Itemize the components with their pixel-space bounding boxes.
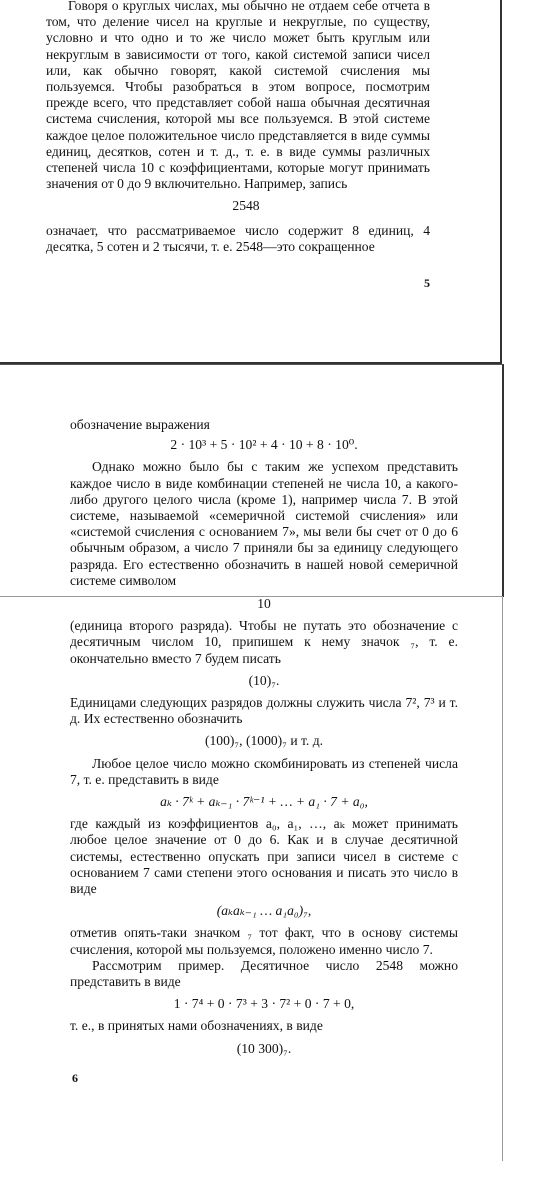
- text-line: обозначение выражения: [70, 417, 210, 432]
- paragraph: Однако можно было бы с таким же успехом представить каждое число в виде комбинации степеней не числа 10, а какого-либо другого целого числа (кроме 1), например числа 7. В этой системе, называемой «семеричной системой счисления» или «системой счисления с основанием 7», мы вели бы счет от 0 до 6 обычным образом, а число 7 приняли бы за единицу следующего разряда. Его естественно обозначить в нашей новой семеричной системе символом: [70, 459, 458, 588]
- paragraph: Любое целое число можно скомбинировать из степеней числа 7, т. е. представить в виде: [70, 755, 458, 787]
- formula-10-base7: (10)₇.: [248, 672, 280, 688]
- paragraph: (единица второго разряда). Чтобы не путать это обозначение с десятичным числом 10, припишем к нему значок ₇, т. е. окончательно вместо 7 будем писать: [70, 618, 458, 666]
- page-6-body: [70, 596, 458, 1057]
- page-number: 5: [424, 276, 430, 290]
- formula-general-expansion: aₖ · 7ᵏ + aₖ₋₁ · 7ᵏ⁻¹ + … + a₁ · 7 + a₀,: [160, 794, 368, 810]
- page-6-top-body: [70, 417, 458, 589]
- paragraph: т. е., в принятых нами обозначениях, в виде: [70, 1018, 323, 1034]
- paragraph: Рассмотрим пример. Десятичное число 2548 можно представить в виде: [70, 957, 458, 990]
- page-5-body: [46, 0, 430, 255]
- paragraph: отметив опять-таки значком ₇ тот факт, что в основу системы счисления, которой мы пользуемся, положено именно число 7.: [70, 925, 458, 957]
- formula-decimal-expansion: 2 · 10³ + 5 · 10² + 4 · 10 + 8 · 10⁰.: [170, 437, 358, 453]
- symbol-10: 10: [257, 596, 271, 611]
- page-number: 6: [72, 1071, 78, 1085]
- book-page-6-top: [0, 364, 504, 597]
- formula-powers-base7: (100)₇, (1000)₇ и т. д.: [204, 733, 324, 749]
- formula-result-base7: (10 300)₇.: [236, 1040, 292, 1056]
- paragraph: Говоря о круглых числах, мы обычно не отдаем себе отчета в том, что деление чисел на круглые и некруглые, по существу, условно и что одно и то же число может быть круглым или некруглым в зависимости от того, какой системой записи чисел или, как обычно говорят, какой системой счисления мы пользуемся. Чтобы разобраться в этом вопросе, посмотрим прежде всего, что представляет собой наша обычная десятичная система счисления, которой мы все пользуемся. В этой системе каждое целое положительное число представляется в виде суммы единиц, десятков, сотен и т. д., т. е. в виде суммы различных степеней числа 10 с коэффициентами, которые могут принимать значения от 0 до 9 включительно. Например, запись: [46, 0, 430, 192]
- book-page-6: [0, 596, 503, 1161]
- formula-2548-expansion: 1 · 7⁴ + 0 · 7³ + 3 · 7² + 0 · 7 + 0,: [173, 996, 355, 1012]
- book-page-5: [0, 0, 502, 364]
- number-2548: 2548: [232, 198, 260, 214]
- paragraph: Единицами следующих разрядов должны служить числа 7², 7³ и т. д. Их естественно обозначить: [70, 695, 458, 727]
- paragraph: означает, что рассматриваемое число содержит 8 единиц, 4 десятка, 5 сотен и 2 тысячи, т. е. 2548—это сокращенное: [46, 222, 430, 254]
- formula-digit-string: (aₖaₖ₋₁ … a₁a₀)₇,: [216, 903, 312, 919]
- paragraph: где каждый из коэффициентов a₀, a₁, …, aₖ может принимать любое целое значение от 0 до 6. Как и в случае десятичной системы, естественно опускать при записи чисел в системе с основанием 7 сами степени этого основания и писать это число в виде: [70, 816, 458, 897]
